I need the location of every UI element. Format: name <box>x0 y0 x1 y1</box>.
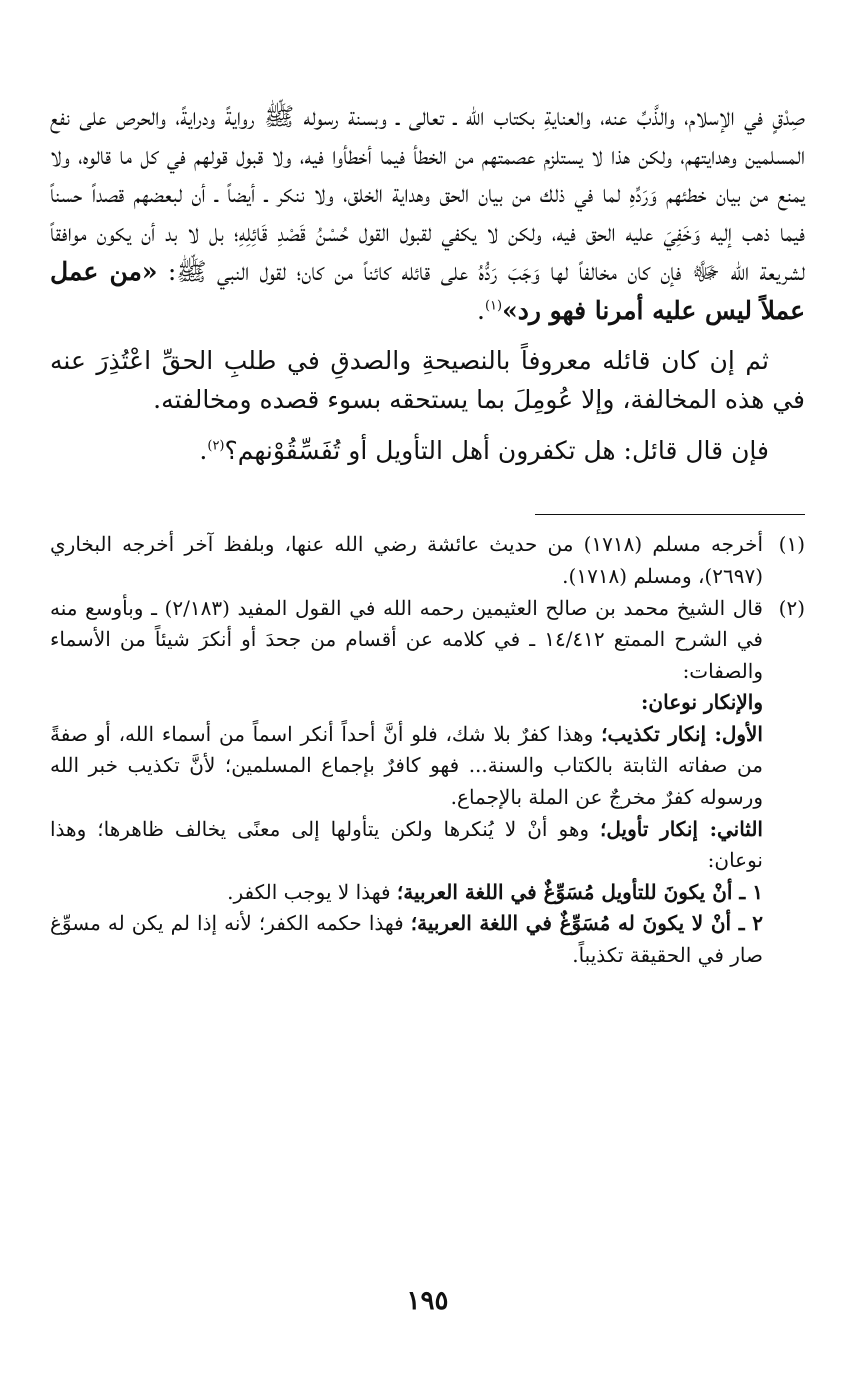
main-text <box>50 98 805 470</box>
paragraph-1-end: . <box>477 295 485 325</box>
hadith-quote: «من عمل عملاً ليس عليه أمرنا فهو رد» <box>50 256 805 325</box>
paragraph-3-text: فإن قال قائل: هل تكفرون أهل التأويل أو تُفَسِّقُوْنهم؟ <box>224 435 769 465</box>
footnote-2-first-type <box>50 719 763 814</box>
footnotes <box>50 529 805 971</box>
footnote-separator <box>535 514 805 515</box>
paragraph-3 <box>50 432 805 471</box>
paragraph-3-end: . <box>199 435 208 465</box>
second-type-label: الثاني: إنكار تأويل؛ <box>600 816 763 841</box>
footnote-ref-2[interactable]: (٢) <box>207 438 225 454</box>
paragraph-2: ثم إن كان قائله معروفاً بالنصيحةِ والصدقِ في طلبِ الحقِّ اعْتُذِرَ عنه في هذه المخالفة، وإلا عُومِلَ بما يستحقه بسوء قصده ومخالفته. <box>50 346 805 414</box>
footnote-1-number: (١) <box>778 532 805 557</box>
footnote-2 <box>50 593 805 688</box>
footnote-1 <box>50 529 805 592</box>
footnote-2-second-type <box>50 814 763 877</box>
footnote-separator-wrap <box>50 470 805 529</box>
footnote-2-item-1 <box>50 877 763 909</box>
item-1-text: فهذا لا يوجب الكفر. <box>227 879 397 904</box>
footnote-2-heading: والإنكار نوعان: <box>641 690 763 715</box>
footnote-ref-1[interactable]: (١) <box>484 298 503 314</box>
footnote-2-text: قال الشيخ محمد بن صالح العثيمين رحمه الله في القول المفيد (٢/١٨٣) ـ وبأوسع منه في الشرح الممتع ١٤/٤١٢ ـ في كلامه عن أقسام من جحدَ أو أنكرَ شيئاً من الأسماء والصفات: <box>50 595 763 683</box>
first-type-text: وهذا كفرٌ بلا شك، فلو أنَّ أحداً أنكر اسماً من أسماء الله، أو صفةً من صفاته الثابتة بالكتاب والسنة... فهو كافرٌ بإجماع المسلمين؛ لأنَّ تكذيب خبر الله ورسوله كفرٌ مخرجٌ عن الملة بالإجماع. <box>50 721 763 810</box>
second-type-text: وهو أنْ لا يُنكرها ولكن يتأولها إلى معنًى يخالف ظاهرها؛ وهذا نوعان: <box>50 816 763 873</box>
footnote-2-continuation <box>50 687 805 971</box>
item-2-label: ٢ ـ أنْ لا يكونَ له مُسَوِّغٌ في اللغة العربية؛ <box>410 911 763 936</box>
paragraph-1 <box>50 98 805 330</box>
page-number: ١٩٥ <box>406 1286 449 1316</box>
footnote-1-text: أخرجه مسلم (١٧١٨) من حديث عائشة رضي الله عنها، وبلفظ آخر أخرجه البخاري (٢٦٩٧)، ومسلم (١٧١٨). <box>50 532 763 588</box>
footnote-2-item-2 <box>50 908 763 971</box>
footnote-2-number: (٢) <box>778 595 805 620</box>
first-type-label: الأول: إنكار تكذيب؛ <box>601 721 763 746</box>
paragraph-1-text: صِدْقٍ في الإسلام، والذَّبِّ عنه، والعنايةِ بكتاب الله ـ تعالى ـ وبسنة رسوله ﷺ روايةً ودرايةً، والحرص على نفع المسلمين وهدايتهم، ولكن هذا لا يستلزم عصمتهم من الخطأ فيما أخطأوا فيه، ولا قبول قولهم في كل ما قالوه، ولا يمنع من بيان خطئهم وَرَدِّهِ لما في ذلك من بيان الحق وهداية الخلق، ولا ننكر ـ أيضاً ـ أن لبعضهم قصداً حسناً فيما ذهب إليه وَخَفِيَ عليه الحق فيه، ولكن لا يكفي لقبول القول حُسْنُ قَصْدِ قَائِلِهِ؛ بل لا بد أن يكون موافقاً لشريعة الله ﷻ فإن كان مخالفاً لها وَجَبَ رَدُّهُ على قائله كائناً من كان؛ لقول النبي ﷺ: <box>50 102 805 286</box>
item-2-text: فهذا حكمه الكفر؛ لأنه إذا لم يكن له مسوِّغ صار في الحقيقة تكذيباً. <box>50 911 763 968</box>
item-1-label: ١ ـ أنْ يكونَ للتأويل مُسَوِّغٌ في اللغة العربية؛ <box>396 879 763 904</box>
